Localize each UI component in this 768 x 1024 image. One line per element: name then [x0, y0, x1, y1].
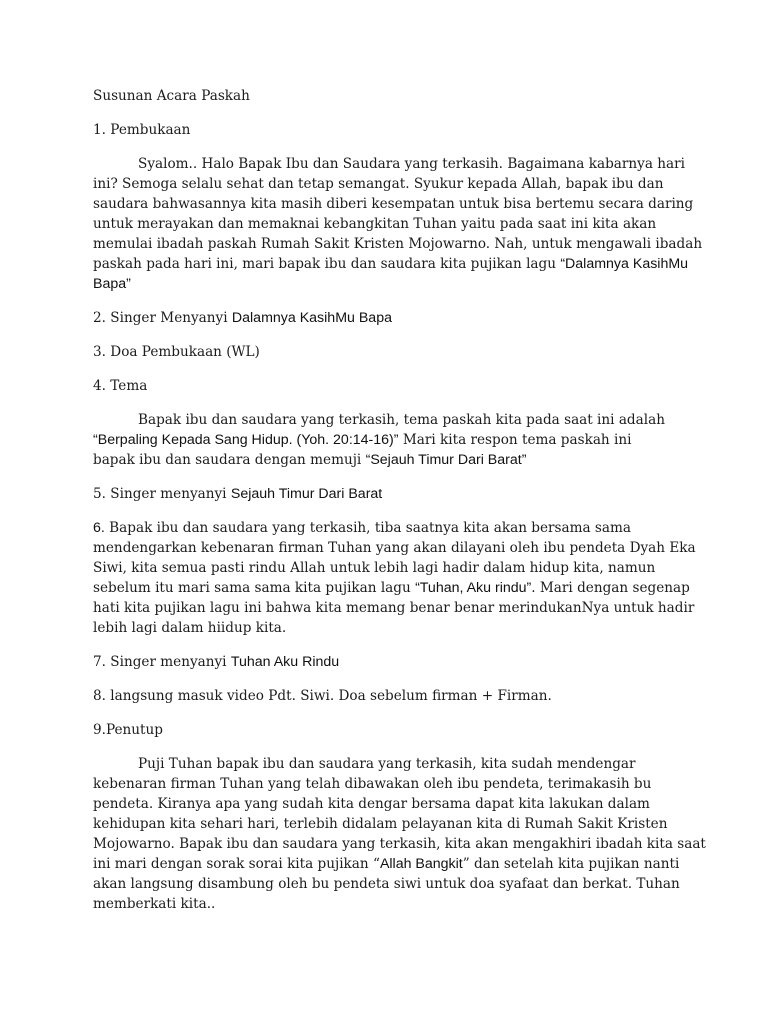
- section-9-paragraph: [93, 754, 706, 914]
- paragraph-line: hati kita pujikan lagu ini bahwa kita memang benar benar merindukanNya untuk hadir: [93, 600, 695, 616]
- section-1-paragraph: [93, 154, 703, 294]
- paragraph-line: [93, 578, 690, 598]
- paragraph-line: akan langsung disambung oleh bu pendeta siwi untuk doa syafaat dan berkat. Tuhan: [93, 876, 680, 892]
- song-title: Sejauh Timur Dari Barat: [230, 486, 383, 502]
- paragraph-line: [93, 450, 675, 470]
- paragraph-line: Bapak ibu dan saudara yang terkasih, tema paskah kita pada saat ini adalah: [138, 412, 665, 428]
- section-text: 5. Singer menyanyi: [93, 486, 231, 502]
- paragraph-line: untuk merayakan dan memaknai kebangkitan Tuhan yaitu pada saat ini kita akan: [93, 216, 657, 232]
- paragraph-line: pendeta. Kiranya apa yang sudah kita dengar bersama dapat kita lakukan dalam: [93, 796, 650, 812]
- song-title: “Dalamnya KasihMu: [560, 256, 689, 272]
- section-number: 6.: [93, 520, 105, 536]
- paragraph-line: [93, 518, 675, 538]
- section-2-heading: [93, 308, 675, 328]
- paragraph-line: mendengarkan kebenaran firman Tuhan yang akan dilayani oleh ibu pendeta Dyah Eka: [93, 540, 696, 556]
- paragraph-line: [93, 854, 680, 874]
- section-3-heading: 3. Doa Pembukaan (WL): [93, 344, 260, 360]
- song-title: Allah Bangkit: [379, 856, 463, 872]
- section-4-heading: 4. Tema: [93, 378, 148, 394]
- song-title: Bapa”: [93, 276, 131, 292]
- section-9-heading: 9.Penutup: [93, 722, 163, 738]
- paragraph-line: [93, 430, 675, 450]
- paragraph-text: Bapak ibu dan saudara yang terkasih, tiba saatnya kita akan bersama sama: [104, 520, 631, 536]
- paragraph-text: sebelum itu mari sama sama kita pujikan lagu: [93, 580, 416, 596]
- paragraph-line: [93, 274, 675, 294]
- song-title: “Sejauh Timur Dari Barat”: [365, 452, 527, 468]
- paragraph-line: ini? Semoga selalu sehat dan tetap semangat. Syukur kepada Allah, bapak ibu dan: [93, 176, 664, 192]
- paragraph-line: Mojowarno. Bapak ibu dan saudara yang terkasih, kita akan mengakhiri ibadah kita saat: [93, 836, 706, 852]
- section-4-paragraph: [93, 410, 675, 470]
- section-7-heading: [93, 652, 675, 672]
- section-text: 7. Singer menyanyi: [93, 654, 231, 670]
- paragraph-line: Puji Tuhan bapak ibu dan saudara yang terkasih, kita sudah mendengar: [138, 756, 636, 772]
- paragraph-text: . Mari dengan segenap: [531, 580, 690, 596]
- paragraph-text: paskah pada hari ini, mari bapak ibu dan saudara kita pujikan lagu: [93, 256, 561, 272]
- section-8-heading: 8. langsung masuk video Pdt. Siwi. Doa sebelum firman + Firman.: [93, 688, 552, 704]
- song-title: Dalamnya KasihMu Bapa: [231, 310, 392, 326]
- paragraph-line: memulai ibadah paskah Rumah Sakit Kristen Mojowarno. Nah, untuk mengawali ibadah: [93, 236, 703, 252]
- paragraph-text: ” dan setelah kita pujikan nanti: [462, 856, 680, 872]
- paragraph-text: bapak ibu dan saudara dengan memuji: [93, 452, 366, 468]
- section-1-heading: 1. Pembukaan: [93, 122, 191, 138]
- section-6-paragraph: [93, 518, 696, 638]
- document-title: Susunan Acara Paskah: [93, 88, 250, 104]
- paragraph-line: Siwi, kita semua pasti rindu Allah untuk lebih lagi hadir dalam hidup kita, namun: [93, 560, 656, 576]
- paragraph-line: Syalom.. Halo Bapak Ibu dan Saudara yang terkasih. Bagaimana kabarnya hari: [138, 156, 685, 172]
- paragraph-line: lebih lagi dalam hiidup kita.: [93, 620, 287, 636]
- song-title: Tuhan Aku Rindu: [230, 654, 340, 670]
- paragraph-text: ini mari dengan sorak sorai kita pujikan “: [93, 856, 380, 872]
- song-title: “Tuhan, Aku rindu”: [415, 580, 532, 596]
- paragraph-line: kebenaran firman Tuhan yang telah dibawakan oleh ibu pendeta, terimakasih bu: [93, 776, 652, 792]
- paragraph-line: memberkati kita..: [93, 896, 216, 912]
- section-5-heading: [93, 484, 675, 504]
- paragraph-line: saudara bahwasannya kita masih diberi kesempatan untuk bisa bertemu secara daring: [93, 196, 694, 212]
- document-body: [93, 86, 706, 914]
- paragraph-line: kehidupan kita sehari hari, terlebih didalam pelayanan kita di Rumah Sakit Kristen: [93, 816, 668, 832]
- section-text: 2. Singer Menyanyi: [93, 310, 232, 326]
- paragraph-line: [93, 254, 689, 274]
- theme-title: “Berpaling Kepada Sang Hidup. (Yoh. 20:14-16)”: [93, 432, 399, 448]
- paragraph-text: Mari kita respon tema paskah ini: [398, 432, 632, 448]
